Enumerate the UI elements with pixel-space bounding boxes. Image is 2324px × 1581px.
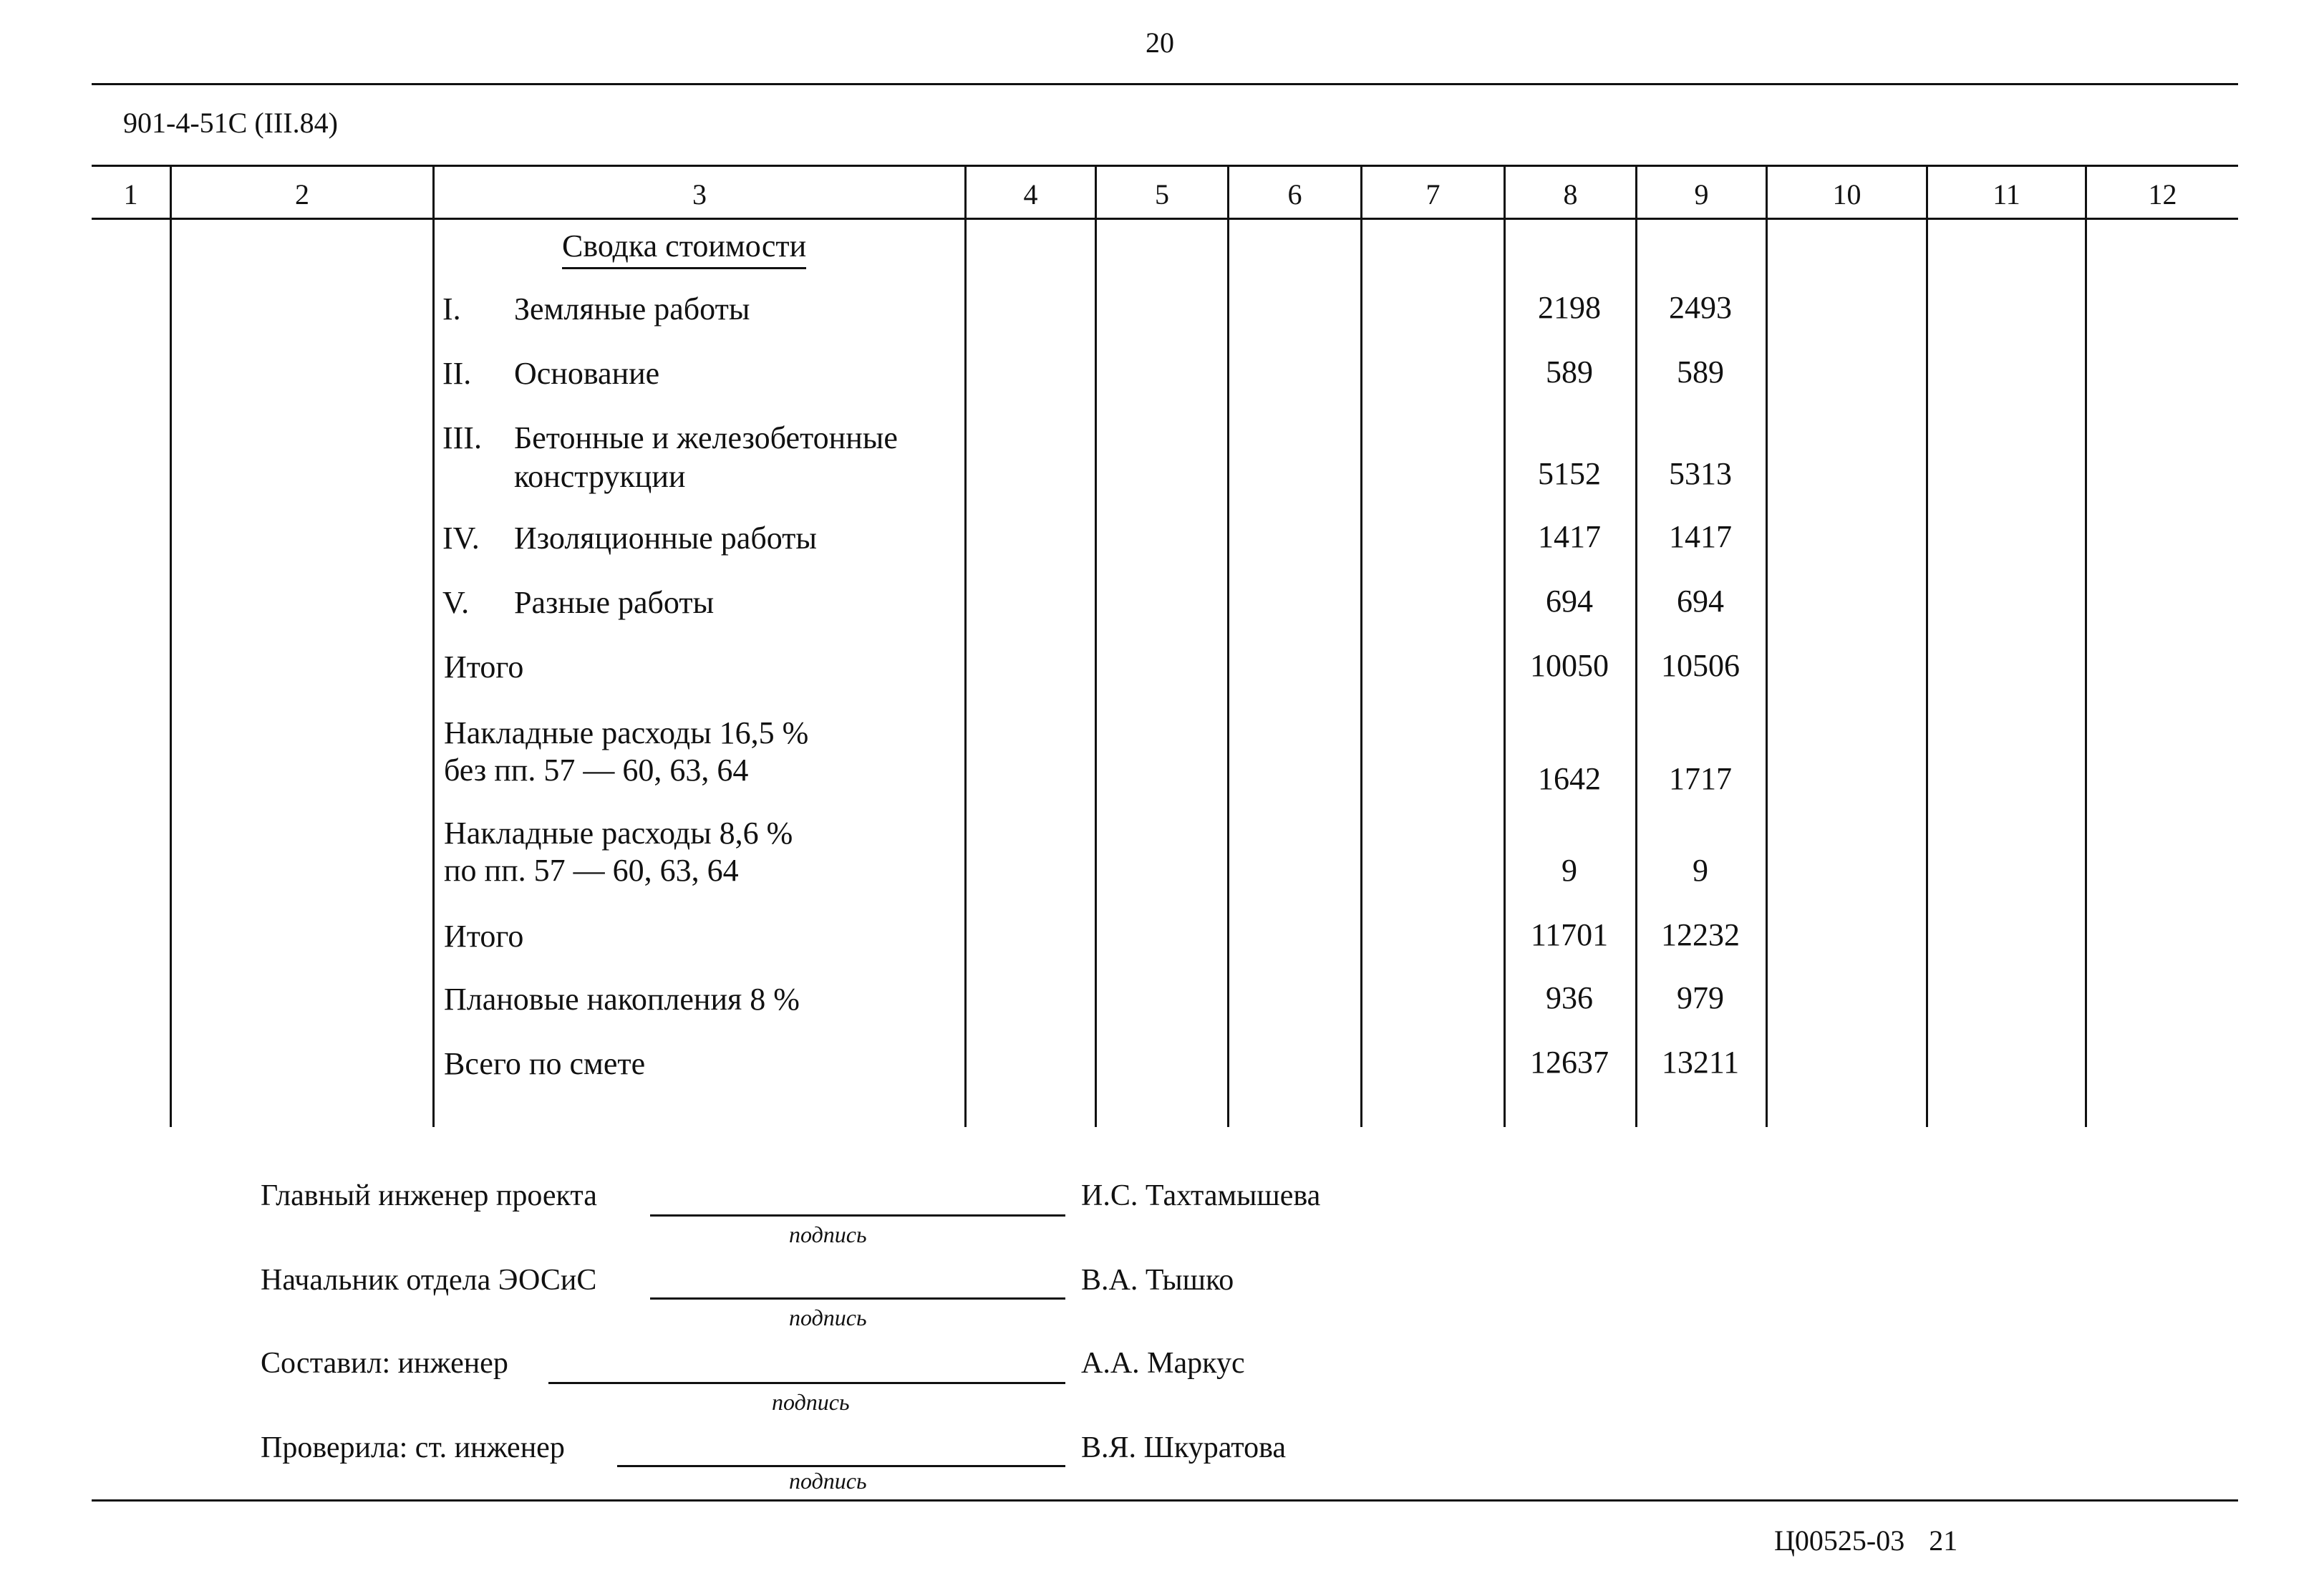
column-divider: [170, 165, 172, 1127]
row-roman: IV.: [442, 521, 480, 556]
row-value-col8: 11701: [1530, 917, 1609, 952]
row-value-col9: 5313: [1669, 456, 1732, 491]
signature-line: [617, 1465, 1065, 1467]
document-code: 901-4-51С (III.84): [123, 107, 338, 139]
signature-role: Главный инженер проекта: [261, 1179, 597, 1212]
row-value-col9: 1717: [1669, 761, 1732, 796]
signature-line: [548, 1382, 1065, 1384]
row-roman: I.: [442, 291, 461, 327]
column-header-6: 6: [1287, 178, 1302, 211]
row-label-line2: без пп. 57 — 60, 63, 64: [444, 753, 749, 788]
row-value-col9: 979: [1677, 980, 1724, 1015]
column-header-11: 11: [1993, 178, 2020, 211]
footer-code: [1774, 1524, 1957, 1557]
row-value-col9: 9: [1693, 853, 1708, 888]
top-rule: [92, 83, 2238, 85]
table-top-rule: [92, 165, 2238, 167]
column-header-5: 5: [1155, 178, 1169, 211]
signature-caption: подпись: [772, 1389, 850, 1415]
row-value-col8: 9: [1562, 853, 1577, 888]
row-value-col8: 12637: [1530, 1045, 1609, 1080]
row-value-col9: 2493: [1669, 290, 1732, 325]
row-label-line2: конструкции: [514, 459, 686, 494]
row-value-col8: 589: [1546, 354, 1593, 390]
row-value-col9: 10506: [1661, 648, 1740, 683]
column-header-9: 9: [1694, 178, 1709, 211]
column-divider: [2085, 165, 2087, 1127]
column-divider: [1360, 165, 1362, 1127]
page-number-top: 20: [1146, 26, 1174, 59]
column-divider: [1766, 165, 1768, 1127]
row-label-line1: Накладные расходы 16,5 %: [444, 715, 809, 750]
row-value-col9: 694: [1677, 584, 1724, 619]
bottom-rule: [92, 1499, 2238, 1502]
column-header-1: 1: [123, 178, 138, 211]
signature-name: В.Я. Шкуратова: [1081, 1431, 1286, 1464]
column-header-3: 3: [692, 178, 707, 211]
row-roman: III.: [442, 420, 482, 455]
row-value-col8: 5152: [1538, 456, 1601, 491]
row-value-col9: 589: [1677, 354, 1724, 390]
row-value-col8: 936: [1546, 980, 1593, 1015]
row-value-col8: 1417: [1538, 519, 1601, 554]
row-label: Всего по смете: [444, 1046, 646, 1081]
row-label-line1: Бетонные и железобетонные: [514, 420, 898, 455]
signature-name: В.А. Тышко: [1081, 1264, 1234, 1297]
column-divider: [432, 165, 435, 1127]
row-value-col8: 2198: [1538, 290, 1601, 325]
row-value-col9: 1417: [1669, 519, 1732, 554]
signature-line: [650, 1297, 1065, 1300]
table-header-rule: [92, 218, 2238, 220]
row-label-line2: по пп. 57 — 60, 63, 64: [444, 853, 739, 888]
column-header-4: 4: [1023, 178, 1038, 211]
row-value-col8: 10050: [1530, 648, 1609, 683]
signature-name: А.А. Маркус: [1081, 1347, 1245, 1380]
row-label: Итого: [444, 919, 524, 954]
column-header-2: 2: [295, 178, 309, 211]
footer-document-code: Ц00525-03: [1774, 1524, 1905, 1557]
row-label: Изоляционные работы: [514, 521, 817, 556]
row-roman: II.: [442, 356, 472, 391]
signature-role: Начальник отдела ЭОСиС: [261, 1264, 597, 1297]
column-divider: [1227, 165, 1229, 1127]
row-value-col8: 1642: [1538, 761, 1601, 796]
row-label: Земляные работы: [514, 291, 750, 327]
summary-title: Сводка стоимости: [562, 228, 806, 269]
row-label: Основание: [514, 356, 660, 391]
row-label: Плановые накопления 8 %: [444, 982, 800, 1017]
footer-page-number: 21: [1929, 1524, 1958, 1557]
column-divider: [1926, 165, 1928, 1127]
signature-caption: подпись: [789, 1468, 867, 1494]
column-header-7: 7: [1425, 178, 1441, 211]
column-header-10: 10: [1832, 178, 1861, 211]
column-header-12: 12: [2148, 178, 2177, 211]
signature-role: Проверила: ст. инженер: [261, 1431, 565, 1464]
signature-caption: подпись: [789, 1305, 867, 1330]
row-label-line1: Накладные расходы 8,6 %: [444, 816, 793, 851]
row-label: Разные работы: [514, 585, 715, 620]
signature-line: [650, 1214, 1065, 1217]
signature-role: Составил: инженер: [261, 1347, 508, 1380]
column-header-8: 8: [1563, 178, 1578, 211]
row-value-col9: 12232: [1661, 917, 1740, 952]
row-roman: V.: [442, 585, 470, 620]
signature-name: И.С. Тахтамышева: [1081, 1179, 1321, 1212]
signature-caption: подпись: [789, 1222, 867, 1247]
row-value-col8: 694: [1546, 584, 1593, 619]
column-divider: [964, 165, 967, 1127]
column-divider: [1095, 165, 1097, 1127]
row-value-col9: 13211: [1661, 1045, 1740, 1080]
row-label: Итого: [444, 649, 524, 685]
